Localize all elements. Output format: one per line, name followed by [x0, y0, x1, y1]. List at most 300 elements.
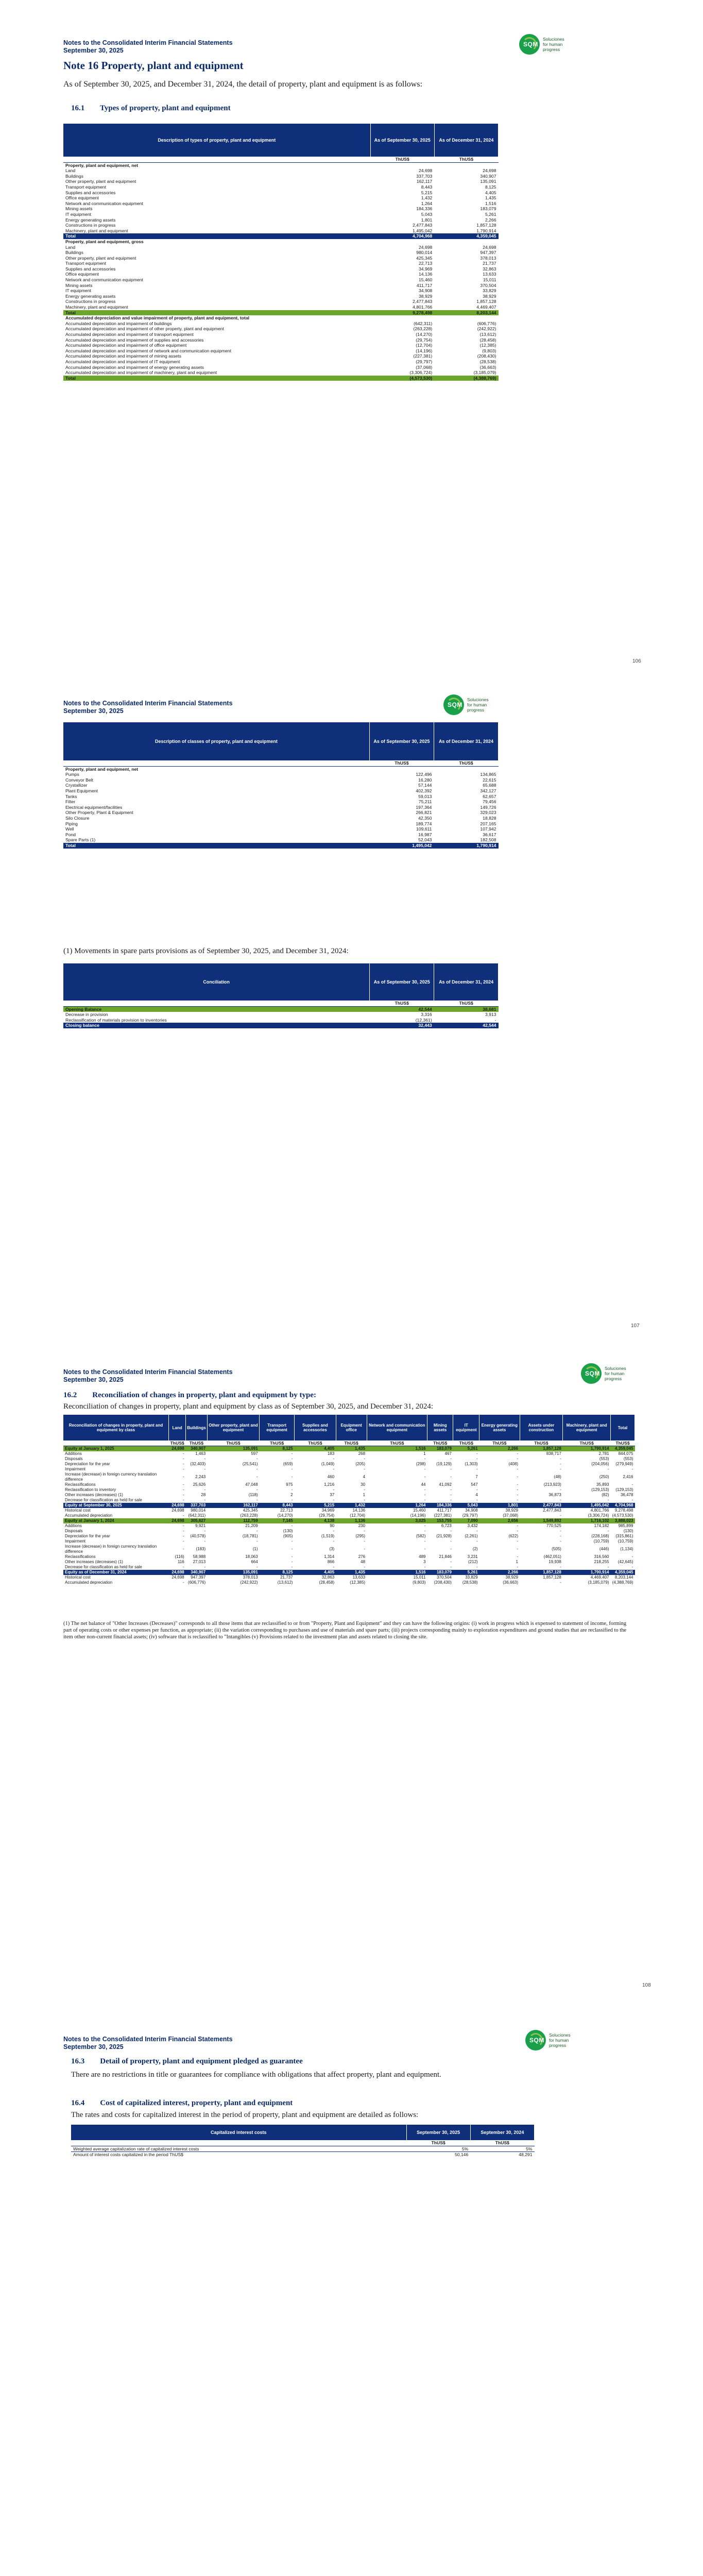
- row-value: 8,443: [260, 1503, 295, 1508]
- row-value: 1,549,892: [520, 1518, 563, 1523]
- row-value: 3,025: [367, 1518, 427, 1523]
- row-value: -: [424, 1487, 426, 1492]
- row-value: (446): [599, 1547, 609, 1551]
- col-header: Network and communication equipment: [367, 1415, 427, 1440]
- table-row: [63, 837, 499, 843]
- reconciliation-table: [63, 1415, 635, 1585]
- row-value: 4: [475, 1493, 478, 1497]
- row-label: Decrease for classification as held for sale: [65, 1498, 142, 1502]
- row-value: -: [517, 1482, 518, 1487]
- row-value: -: [424, 1498, 426, 1502]
- page-number: 108: [642, 1982, 651, 1988]
- row-label: Buildings: [65, 173, 83, 179]
- row-value: (29,797): [462, 1513, 478, 1518]
- col-dec-2024: As of December 31, 2024: [434, 124, 498, 157]
- row-value: -: [364, 1539, 366, 1544]
- table-row: [63, 772, 499, 777]
- row-value: 467: [444, 1451, 452, 1456]
- row-value: -: [517, 1539, 518, 1544]
- table-row: [63, 304, 499, 310]
- row-value: (118): [248, 1493, 258, 1497]
- col-header: Energy generating assets: [479, 1415, 520, 1440]
- table-row: [63, 832, 499, 838]
- row-value: 153,755: [427, 1518, 453, 1523]
- section-16-1: 16.1 Types of property, plant and equipment: [71, 104, 231, 112]
- row-value: -: [364, 1529, 366, 1533]
- unit-label: ThUS$: [427, 1440, 453, 1446]
- row-value: (21,928): [436, 1534, 452, 1538]
- table-row: [63, 174, 499, 179]
- row-value: -: [204, 1487, 206, 1492]
- row-value: 3,888,023: [611, 1518, 635, 1523]
- col-header: Reconciliation of changes in property, plant and equipment by class: [63, 1415, 169, 1440]
- row-value: 182,508: [480, 837, 496, 843]
- row-value: -: [560, 1529, 561, 1533]
- table-row: [63, 321, 499, 327]
- row-value: 9,921: [195, 1523, 206, 1528]
- row-value: 36,617: [483, 832, 496, 837]
- unit-row: [63, 1440, 635, 1446]
- row-label: Additions: [65, 1451, 82, 1456]
- row-value: 109,611: [416, 826, 432, 832]
- row-value: (129,153): [615, 1487, 633, 1492]
- table-row: [63, 1554, 635, 1560]
- section-row: [63, 239, 499, 245]
- reconciliation-intro: Reconciliation of changes in property, plant and equipment by class as of September 30, 2025, and December 31, 2024:: [63, 1402, 434, 1411]
- row-label: Equity at January 1, 2025: [63, 1446, 169, 1452]
- row-label: Constructions in progress: [65, 299, 116, 304]
- row-value: 7,145: [260, 1518, 295, 1523]
- row-value: 24,698: [169, 1570, 186, 1575]
- row-value: -: [631, 1565, 633, 1569]
- row-value: -: [450, 1565, 452, 1569]
- row-value: -: [476, 1451, 478, 1456]
- row-value: -: [183, 1565, 184, 1569]
- total-row: [63, 376, 499, 381]
- row-value: 34,969: [321, 1508, 335, 1513]
- row-value: 411,717: [437, 1508, 452, 1513]
- sqm-logo-icon: SQM: [443, 694, 464, 715]
- row-value: 9,278,498: [614, 1508, 633, 1513]
- table-row: [63, 1018, 499, 1023]
- row-value: 134,865: [480, 772, 496, 777]
- row-value: 1,136: [336, 1518, 367, 1523]
- row-value: 116: [177, 1560, 184, 1564]
- col-sep-2025: As of September 30, 2025: [369, 722, 434, 760]
- row-value: -: [424, 1467, 426, 1471]
- row-value: -: [631, 1498, 633, 1502]
- row-label: Increase (decrease) in foreign currency translation difference: [65, 1544, 157, 1554]
- row-value: 1,264: [367, 1503, 427, 1508]
- col-header: Supplies and accessories: [295, 1415, 336, 1440]
- row-label: Impairment: [65, 1467, 86, 1471]
- table-row: [63, 1482, 635, 1487]
- row-label: Plant Equipment: [65, 788, 98, 793]
- row-value: -: [183, 1539, 184, 1544]
- row-label: Accumulated depreciation and impairment of mining assets: [65, 353, 181, 359]
- row-value: (183): [196, 1547, 206, 1551]
- row-value: (12,385): [479, 343, 496, 348]
- row-value: 342,127: [480, 788, 496, 793]
- row-value: 189,774: [416, 821, 432, 826]
- section-16-3: 16.3 Detail of property, plant and equipment pledged as guarantee: [71, 2057, 303, 2065]
- unit-blank: [63, 1440, 169, 1446]
- row-value: 340,907: [186, 1570, 207, 1575]
- row-value: 1,435: [336, 1446, 367, 1452]
- row-value: -: [183, 1475, 184, 1479]
- table-row: [63, 1467, 635, 1472]
- row-value: 18,828: [483, 815, 496, 821]
- row-label: Accumulated depreciation and impairment of buildings: [65, 320, 172, 326]
- unit-label: ThUS$: [434, 1001, 499, 1006]
- row-value: 1,857,128: [543, 1575, 561, 1580]
- row-value: 42,544: [434, 1023, 499, 1028]
- unit-label: ThUS$: [369, 760, 434, 766]
- row-label: Total: [63, 376, 370, 381]
- row-value: -: [364, 1547, 366, 1551]
- row-label: Piping: [65, 821, 78, 826]
- col-dec-2024: As of December 31, 2024: [434, 963, 499, 1001]
- row-value: 2,266: [485, 217, 496, 223]
- row-label: Impairment: [65, 1539, 86, 1544]
- row-value: (4,388,769): [434, 376, 498, 381]
- row-label: Disposals: [65, 1456, 83, 1461]
- row-value: (40,578): [190, 1534, 206, 1538]
- row-value: (263,228): [240, 1513, 258, 1518]
- section-row: [63, 162, 499, 168]
- row-value: 5,261: [453, 1446, 479, 1452]
- row-value: (315,861): [615, 1534, 633, 1538]
- row-value: (205): [355, 1462, 366, 1466]
- unit-blank: [63, 760, 369, 766]
- row-value: -: [517, 1475, 518, 1479]
- row-value: -: [424, 1475, 426, 1479]
- row-value: (227,381): [434, 1513, 452, 1518]
- row-value: (227,381): [413, 353, 433, 359]
- row-value: -: [204, 1565, 206, 1569]
- row-label: Increase (decrease) in foreign currency translation difference: [65, 1472, 157, 1482]
- row-value: -: [183, 1482, 184, 1487]
- row-value: 844,075: [618, 1451, 633, 1456]
- row-label: Well: [65, 826, 74, 832]
- row-value: 7: [475, 1475, 478, 1479]
- table-row: [63, 821, 499, 827]
- row-value: 1,790,914: [563, 1446, 611, 1452]
- row-value: (242,922): [477, 326, 496, 332]
- row-value: -: [517, 1565, 518, 1569]
- row-value: 1,516: [367, 1446, 427, 1452]
- row-value: 2,781: [598, 1451, 609, 1456]
- row-value: -: [183, 1451, 184, 1456]
- row-value: -: [256, 1456, 258, 1461]
- row-value: -: [560, 1513, 561, 1518]
- row-label: Amount of interest costs capitalized in the period ThUS$: [71, 2152, 406, 2158]
- row-value: -: [333, 1539, 335, 1544]
- table-row: [63, 1487, 635, 1493]
- row-label: Transport equipment: [65, 184, 106, 190]
- row-value: (32,403): [190, 1462, 206, 1466]
- row-value: 1,495,042: [413, 228, 433, 233]
- col-header: Transport equipment: [260, 1415, 295, 1440]
- row-value: (553): [599, 1456, 609, 1461]
- row-value: 425,345: [243, 1508, 258, 1513]
- row-value: 460: [327, 1475, 335, 1479]
- row-label: Disposals: [65, 1529, 83, 1533]
- table-row: [71, 2152, 535, 2158]
- sqm-logo: SQM Soluciones for human progress: [443, 694, 505, 715]
- table-row: [63, 1560, 635, 1565]
- row-value: 21,209: [245, 1523, 258, 1528]
- reconciliation-body: [63, 1440, 635, 1585]
- row-value: (582): [416, 1534, 426, 1538]
- row-value: 24,698: [483, 244, 496, 250]
- row-label: Accumulated depreciation and impairment of energy generating assets: [65, 364, 204, 370]
- row-value: 22,713: [419, 261, 433, 266]
- row-label: Office equipment: [65, 195, 99, 201]
- unit-blank: [71, 2140, 406, 2146]
- row-value: 1: [363, 1493, 366, 1497]
- table-row: [63, 261, 499, 266]
- row-label: Accumulated depreciation and impairment of other property, plant and equipment: [65, 326, 224, 332]
- row-value: 33,829: [483, 288, 496, 294]
- row-value: -: [333, 1529, 335, 1533]
- row-value: 184,336: [427, 1503, 453, 1508]
- col-description: Description of types of property, plant and equipment: [63, 124, 370, 157]
- table-row: [63, 201, 499, 207]
- row-value: 3,913: [485, 1012, 496, 1018]
- row-value: (606,776): [187, 1580, 206, 1585]
- unit-label: ThUS$: [370, 1001, 434, 1006]
- row-value: 1,801: [479, 1503, 520, 1508]
- row-value: 1,435: [336, 1570, 367, 1575]
- row-value: -: [291, 1539, 293, 1544]
- row-value: (12,704): [350, 1513, 366, 1518]
- row-value: 135,091: [480, 179, 496, 184]
- row-value: 197,364: [416, 804, 432, 810]
- row-label: Accumulated depreciation and impairment of supplies and accessories: [65, 337, 204, 343]
- row-value: (263,228): [413, 326, 433, 332]
- row-value: 5,261: [485, 211, 496, 217]
- unit-label: ThUS$: [453, 1440, 479, 1446]
- row-value: 866: [327, 1560, 335, 1564]
- row-value: 370,504: [436, 1575, 452, 1580]
- row-value: 112,759: [207, 1518, 260, 1523]
- row-label: Other Property, Plant & Equipment: [65, 810, 133, 816]
- unit-label: ThUS$: [370, 157, 434, 162]
- sqm-logo: SQM Soluciones for human progress: [519, 34, 581, 55]
- row-value: -: [204, 1456, 206, 1461]
- row-value: -: [256, 1475, 258, 1479]
- section-16-4-text: The rates and costs for capitalized interest in the period of property, plant and equipment are detailed as follows:: [71, 2111, 419, 2119]
- table-row: [63, 256, 499, 261]
- row-label: Reclassification of materials provision to inventories: [65, 1017, 167, 1023]
- row-value: 14,136: [352, 1508, 366, 1513]
- row-value: 90: [330, 1523, 335, 1528]
- row-value: 3,432: [467, 1523, 478, 1528]
- row-value: 337,703: [416, 173, 433, 179]
- row-label: Machinery, plant and equipment: [65, 304, 128, 310]
- row-label: Opening Balance: [63, 1006, 370, 1012]
- row-value: 1,435: [485, 195, 496, 201]
- row-value: -: [450, 1498, 452, 1502]
- header-line-1: Notes to the Consolidated Interim Financial Statements: [63, 2036, 233, 2043]
- row-value: 985,899: [618, 1523, 633, 1528]
- row-value: 8,125: [260, 1570, 295, 1575]
- row-value: 24,698: [169, 1446, 186, 1452]
- table-row: [63, 1446, 635, 1452]
- row-value: (2,261): [465, 1534, 478, 1538]
- row-value: -: [256, 1487, 258, 1492]
- row-label: Tanks: [65, 793, 77, 799]
- row-value: 1,857,128: [476, 299, 496, 304]
- row-value: (4,573,530): [612, 1513, 633, 1518]
- unit-blank: [63, 157, 370, 162]
- row-label: Conveyor Belt: [65, 777, 93, 783]
- page-number: 107: [631, 1323, 640, 1329]
- table-row: [63, 826, 499, 832]
- row-value: (3,306,724): [588, 1513, 609, 1518]
- row-value: (212): [468, 1560, 478, 1564]
- row-value: 37: [330, 1493, 335, 1497]
- row-value: -: [364, 1467, 366, 1471]
- table-row: [63, 266, 499, 272]
- sqm-logo: SQM Soluciones for human progress: [581, 1363, 643, 1384]
- row-value: -: [424, 1547, 426, 1551]
- page-107: [0, 665, 703, 1329]
- row-value: 33,829: [465, 1575, 478, 1580]
- row-value: (28,458): [319, 1580, 335, 1585]
- spare-parts-note: (1) Movements in spare parts provisions as of September 30, 2025, and December 31, 2024:: [63, 947, 349, 955]
- row-value: 38,681: [434, 1006, 499, 1012]
- row-value: 18,063: [245, 1554, 258, 1559]
- row-value: (1,519): [321, 1534, 335, 1538]
- row-value: 1,463: [195, 1451, 206, 1456]
- row-label: Filter: [65, 799, 76, 805]
- table-row: [63, 1523, 635, 1529]
- row-value: -: [424, 1493, 426, 1497]
- row-value: 4,359,045: [611, 1446, 635, 1452]
- row-value: -: [291, 1565, 293, 1569]
- row-value: 183,079: [427, 1446, 453, 1452]
- col-header: Equipment office: [336, 1415, 367, 1440]
- table-row: [63, 1575, 635, 1580]
- row-value: (208,430): [477, 353, 496, 359]
- row-value: 316,560: [594, 1554, 609, 1559]
- row-value: -: [424, 1539, 426, 1544]
- header-line-2: September 30, 2025: [63, 2043, 124, 2050]
- row-value: 4,359,045: [434, 233, 498, 239]
- row-value: 4,469,407: [590, 1575, 609, 1580]
- page-106: [0, 0, 703, 665]
- row-value: 19,938: [548, 1560, 561, 1564]
- row-value: (36,663): [503, 1580, 518, 1585]
- reconciliation-footnote: (1) The net balance of "Other Increases (Decreases)" corresponds to all those items that are reclassified to or from "Property, Plant and Equipment" and they can have the following origins: (i) work in progress which is expensed to statement of income, forming part of operating costs or other expenses per function, as appropriate; (ii) the variation corresponding to purchases and use of materials and spare parts; (iii) projects corresponding mainly to exploration expenditures and ground studies that are reclassified to the item other non-current financial assets; (iv) software that is reclassified to "Intangibles (v) Provisions related to the investment plan and assets related to closing the site.: [63, 1621, 627, 1640]
- unit-label: ThUS$: [434, 157, 498, 162]
- table-row: [63, 184, 499, 190]
- row-value: -: [291, 1451, 293, 1456]
- row-value: (28,538): [479, 359, 496, 364]
- row-value: -: [183, 1547, 184, 1551]
- col-header: Machinery, plant and equipment: [563, 1415, 611, 1440]
- col-sep-2025: As of September 30, 2025: [370, 963, 434, 1001]
- row-value: 27,013: [193, 1560, 206, 1564]
- row-label: Accumulated depreciation and impairment of machinery, plant and equipment: [65, 370, 217, 376]
- row-value: 24,698: [172, 1575, 184, 1580]
- row-value: 24,698: [169, 1518, 186, 1523]
- row-value: 1,857,128: [520, 1446, 563, 1452]
- header-line-2: September 30, 2025: [63, 47, 124, 54]
- row-label: Historical cost: [65, 1575, 91, 1580]
- row-value: 15,460: [419, 277, 433, 283]
- table-row: [63, 195, 499, 201]
- row-label: Reclassifications: [65, 1482, 96, 1487]
- table-row: [63, 223, 499, 228]
- row-value: 5,215: [421, 190, 433, 195]
- row-value: 1,716,102: [563, 1518, 611, 1523]
- row-label: Silo Closure: [65, 815, 90, 821]
- table-row: [63, 359, 499, 365]
- table-row: [63, 179, 499, 184]
- row-value: 1,495,042: [369, 843, 434, 849]
- table-row: [63, 217, 499, 223]
- row-value: (28,538): [462, 1580, 478, 1585]
- table-row: [63, 794, 499, 800]
- row-value: 489: [419, 1554, 426, 1559]
- sqm-logo: SQM Soluciones for human progress: [525, 2030, 587, 2050]
- table-row: [63, 1012, 499, 1018]
- row-value: 8,203,144: [614, 1575, 633, 1580]
- row-value: 1,314: [324, 1554, 335, 1559]
- sqm-logo-icon: SQM: [581, 1363, 602, 1384]
- table-row: [63, 370, 499, 376]
- row-value: -: [291, 1523, 293, 1528]
- row-value: 183: [327, 1451, 335, 1456]
- row-value: 597: [251, 1451, 258, 1456]
- header-line-2: September 30, 2025: [63, 707, 124, 715]
- header-line-2: September 30, 2025: [63, 1376, 124, 1383]
- row-value: 36,873: [548, 1493, 561, 1497]
- row-value: 266,821: [416, 810, 432, 816]
- table-row: [63, 1580, 635, 1585]
- row-value: 32,863: [483, 266, 496, 272]
- unit-blank: [63, 1001, 370, 1006]
- table-row: [63, 1513, 635, 1518]
- row-value: 21,846: [439, 1554, 452, 1559]
- row-value: -: [517, 1498, 518, 1502]
- table-row: [63, 1544, 635, 1554]
- row-value: -: [183, 1498, 184, 1502]
- row-value: (130): [623, 1529, 633, 1533]
- row-value: -: [183, 1529, 184, 1533]
- row-value: (37,068): [416, 364, 433, 370]
- table-row: [63, 805, 499, 810]
- row-value: 28: [201, 1493, 206, 1497]
- row-value: -: [607, 1565, 609, 1569]
- row-value: 1,801: [421, 217, 433, 223]
- row-value: 4,405: [485, 190, 496, 195]
- capitalized-interest-table: [71, 2125, 535, 2158]
- row-label: Crystallizer: [65, 783, 88, 788]
- row-value: 15,011: [483, 277, 496, 283]
- table-row: [71, 2146, 535, 2152]
- row-label: Historical cost: [65, 1508, 91, 1513]
- row-value: 15,011: [413, 1575, 426, 1580]
- row-value: 770,525: [546, 1523, 561, 1528]
- row-value: -: [560, 1462, 561, 1466]
- table-row: [63, 777, 499, 783]
- table-row: [63, 277, 499, 283]
- row-value: 2,477,843: [543, 1508, 561, 1513]
